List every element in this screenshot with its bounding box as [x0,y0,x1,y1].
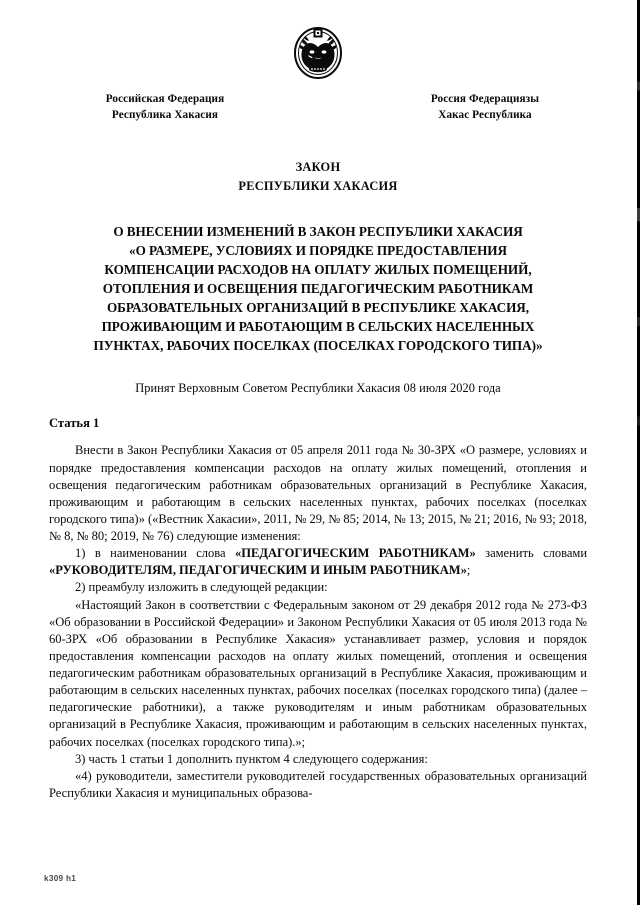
document-body [49,416,587,802]
header-russian-line2: Республика Хакасия [111,108,219,121]
article-heading: Статья 1 [49,416,100,431]
footer-mark: k309 h1 [44,874,77,883]
act-title-line: ПУНКТАХ, РАБОЧИХ ПОСЕЛКАХ (ПОСЕЛКАХ ГОРОДСКОГО ТИПА)» [93,338,543,354]
act-title [46,222,590,356]
act-title-line: «О РАЗМЕРЕ, УСЛОВИЯХ И ПОРЯДКЕ ПРЕДОСТАВЛЕНИЯ [129,242,507,258]
item1-quote-new: «РУКОВОДИТЕЛЯМ, ПЕДАГОГИЧЕСКИМ И ИНЫМ РАБОТНИКАМ» [49,563,467,578]
header-khakas-line1: Россия Федерациязы [430,93,540,105]
act-title-line: ОБРАЗОВАТЕЛЬНЫХ ОРГАНИЗАЦИЙ В РЕСПУБЛИКЕ ХАКАСИЯ, [106,300,530,316]
item1-quote-old: «ПЕДАГОГИЧЕСКИМ РАБОТНИКАМ» [235,546,476,561]
law-heading [0,158,636,196]
paragraph-intro: Внести в Закон Республики Хакасия от 05 апреля 2011 года № 30-ЗРХ «О размере, условиях и порядке предоставления компенсации расходов на оплату жилых помещений, отопления и освещения педагогическим работникам образовательных организаций в Республике Хакасия, проживающим и работающим в сельских населенных пунктах, рабочих поселках (поселках городского типа)» («Вестник Хакасии», 2011, № 29, № 85; 2014, № 13; 2015, № 21; 2016, № 93; 2018, № 8, № 80; 2019, № 76) следующие изменения: [49,443,587,544]
act-title-line: ОТОПЛЕНИЯ И ОСВЕЩЕНИЯ ПЕДАГОГИЧЕСКИМ РАБОТНИКАМ [102,280,534,296]
header-khakas-line2: Хакас Республика [438,108,532,121]
paragraph-item-2: 2) преамбулу изложить в следующей редакции: [75,580,328,595]
adoption-statement: Принят Верховным Советом Республики Хакасия 08 июля 2020 года [135,381,501,396]
header-russian [46,92,284,124]
law-heading-line1: ЗАКОН [295,159,341,174]
item1-post: ; [466,563,471,578]
khakassia-coat-of-arms-icon [292,22,344,80]
item1-pre: 1) в наименовании слова [75,546,235,561]
paragraph-item-1 [49,545,587,579]
paragraph-item-2-text: «Настоящий Закон в соответствии с Федеральным законом от 29 декабря 2012 года № 273-ФЗ «Об образовании в Российской Федерации» и Законом Республики Хакасия от 05 июля 2013 года № 60-ЗРХ «Об образовании в Республике Хакасия» устанавливает размер, условия и порядок предоставления компенсации расходов на оплату жилых помещений, отопления и освещения педагогическим работникам образовательных организаций в Республике Хакасия, проживающим и работающим в сельских населенных пунктах, рабочих поселках (поселках городского типа) (далее – педагогические работники), а также руководителям и иным работникам образовательных организаций в Республике Хакасия, проживающим и работающим в сельских населенных пунктах, рабочих поселках (поселках городского типа).»; [49,597,587,749]
paragraph-item-3: 3) часть 1 статьи 1 дополнить пунктом 4 следующего содержания: [75,751,428,766]
law-heading-line2: РЕСПУБЛИКИ ХАКАСИЯ [238,178,398,193]
act-title-line: О ВНЕСЕНИИ ИЗМЕНЕНИЙ В ЗАКОН РЕСПУБЛИКИ ХАКАСИЯ [113,223,523,239]
act-title-line: КОМПЕНСАЦИИ РАСХОДОВ НА ОПЛАТУ ЖИЛЫХ ПОМЕЩЕНИЙ, [104,261,532,277]
item1-mid: заменить словами [475,546,588,561]
act-title-line: ПРОЖИВАЮЩИМ И РАБОТАЮЩИМ В СЕЛЬСКИХ НАСЕЛЕННЫХ [101,319,535,335]
paragraph-item-3-text: «4) руководители, заместители руководителей государственных образовательных организаций Республики Хакасия и муниципальных образова- [49,768,587,800]
government-header [0,80,636,124]
header-russian-line1: Российская Федерация [105,93,225,105]
emblem-container [0,0,636,80]
header-khakas [372,92,598,124]
